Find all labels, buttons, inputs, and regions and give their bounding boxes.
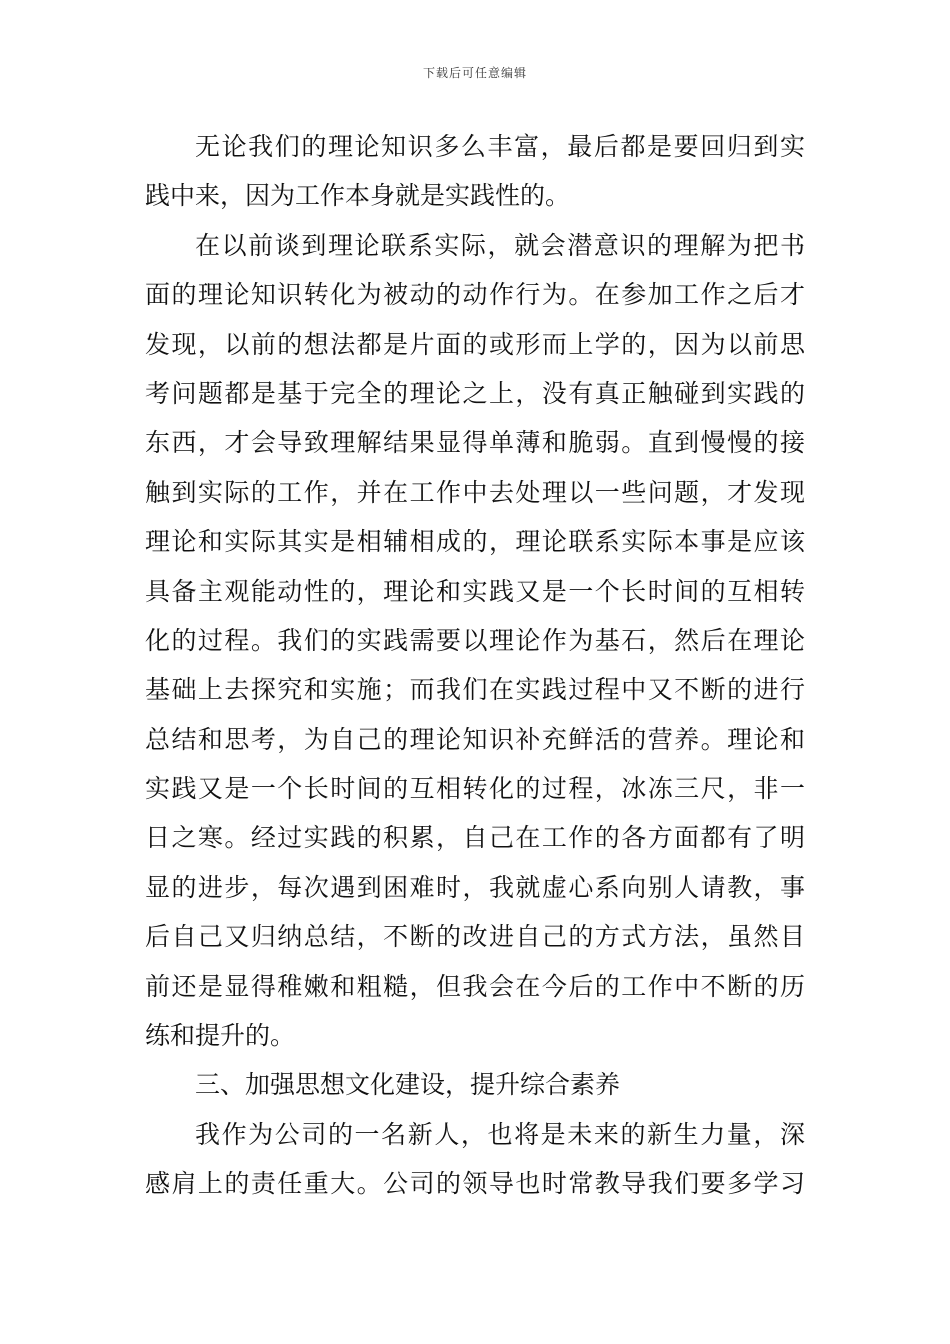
text-line: 东西，才会导致理解结果显得单薄和脆弱。直到慢慢的接 (145, 428, 805, 458)
text-line: 感肩上的责任重大。公司的领导也时常教导我们要多学习 (145, 1169, 805, 1199)
text-line: 练和提升的。 (145, 1021, 296, 1051)
text-line: 前还是显得稚嫩和粗糙，但我会在今后的工作中不断的历 (145, 971, 805, 1001)
text-line: 我作为公司的一名新人，也将是未来的新生力量，深 (195, 1119, 805, 1149)
text-line: 在以前谈到理论联系实际，就会潜意识的理解为把书 (195, 230, 805, 260)
text-line: 基础上去探究和实施；而我们在实践过程中又不断的进行 (145, 675, 805, 705)
text-line: 后自己又归纳总结，不断的改进自己的方式方法，虽然目 (145, 922, 805, 952)
text-line: 面的理论知识转化为被动的动作行为。在参加工作之后才 (145, 280, 805, 310)
text-line: 显的进步，每次遇到困难时，我就虚心系向别人请教，事 (145, 872, 805, 902)
text-line: 日之寒。经过实践的积累，自己在工作的各方面都有了明 (145, 823, 805, 853)
text-line: 无论我们的理论知识多么丰富，最后都是要回归到实 (195, 132, 805, 161)
text-line: 触到实际的工作，并在工作中去处理以一些问题，才发现 (145, 477, 805, 507)
text-line: 总结和思考，为自己的理论知识补充鲜活的营养。理论和 (145, 724, 805, 754)
section-heading: 三、加强思想文化建设，提升综合素养 (195, 1070, 621, 1100)
text-line: 践中来，因为工作本身就是实践性的。 (145, 181, 571, 211)
text-line: 发现，以前的想法都是片面的或形而上学的，因为以前思 (145, 329, 805, 359)
text-line: 化的过程。我们的实践需要以理论作为基石，然后在理论 (145, 625, 805, 655)
text-line: 理论和实际其实是相辅相成的，理论联系实际本事是应该 (145, 527, 805, 557)
text-line: 具备主观能动性的，理论和实践又是一个长时间的互相转 (145, 576, 805, 606)
document-body (145, 122, 805, 1209)
text-line: 实践又是一个长时间的互相转化的过程，冰冻三尺，非一 (145, 774, 805, 804)
header-note: 下载后可任意编辑 (422, 66, 527, 80)
text-line: 考问题都是基于完全的理论之上，没有真正触碰到实践的 (145, 378, 805, 408)
